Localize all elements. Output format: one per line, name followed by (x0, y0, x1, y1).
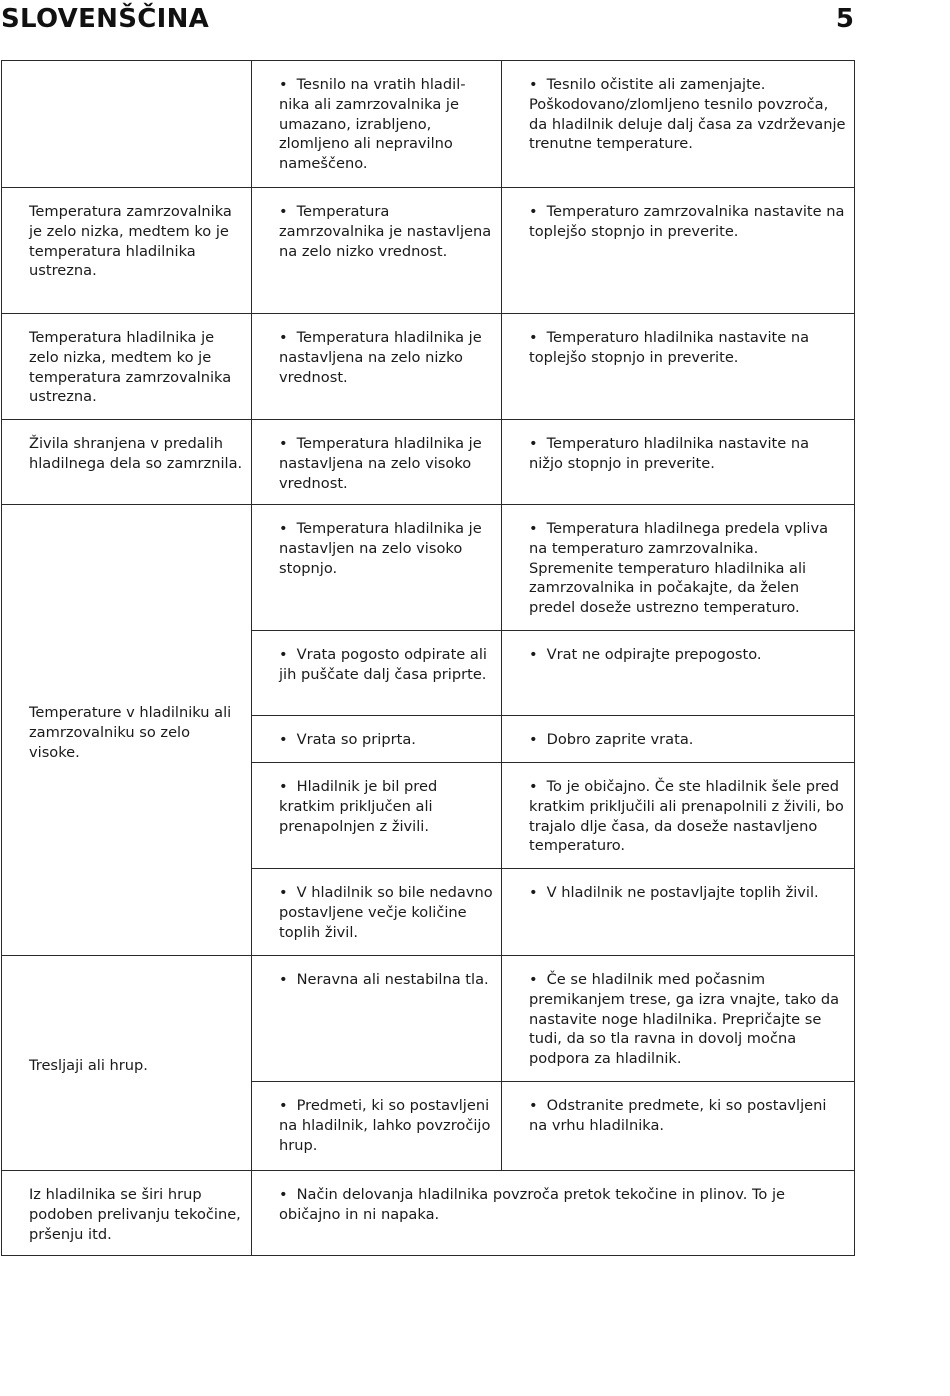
bullet-icon: • (529, 971, 538, 988)
bullet-icon: • (529, 646, 538, 663)
problem-cell: Temperatura hladilnika je zelo nizka, medtem ko je temperatura zamrzovalnika ustrezna. (2, 314, 252, 420)
cause-cell (252, 188, 502, 314)
solution-cell (502, 763, 855, 869)
cause-cell-text: Neravna ali nestabilna tla. (296, 971, 489, 988)
solution-cell (502, 716, 855, 763)
bullet-icon: • (529, 435, 538, 452)
problem-cell: Temperatura zamrzovalnika je zelo nizka, medtem ko je temperatura hladilnika ustrezna. (2, 188, 252, 314)
bullet-icon: • (529, 76, 538, 93)
bullet-icon: • (529, 778, 538, 795)
solution-cell-text: Tesnilo očistite ali zamenjajte. Poškodovano/zlomljeno tesnilo povzroča, da hladilnik deluje dalj časa za vzdrževanje trenutne temperature. (529, 76, 846, 153)
cause-cell (252, 716, 502, 763)
cause-cell (252, 763, 502, 869)
solution-cell-text: Odstranite predmete, ki so postavljeni na vrhu hladilnika. (529, 1097, 827, 1134)
cause-cell-text: Predmeti, ki so postavljeni na hladilnik, lahko povzročijo hrup. (279, 1097, 491, 1154)
bullet-icon: • (279, 329, 288, 346)
solution-cell-text: V hladilnik ne postavljajte toplih živil. (546, 884, 819, 901)
solution-cell-text: Dobro zaprite vrata. (546, 731, 694, 748)
cause-cell-text: Temperatura hladilnika je nastavljena na zelo nizko vrednost. (279, 329, 482, 386)
problem-cell: Tresljaji ali hrup. (2, 956, 252, 1171)
bullet-icon: • (279, 76, 288, 93)
solution-cell (502, 869, 855, 956)
cause-cell (252, 869, 502, 956)
bullet-icon: • (529, 520, 538, 537)
bullet-icon: • (279, 778, 288, 795)
table-row (2, 188, 855, 314)
cause-cell-text: Tesnilo na vratih hladil-nika ali zamrzovalnika je umazano, izrabljeno, zlomljeno ali nepravilno nameščeno. (279, 76, 466, 173)
merged-explanation-cell (252, 1171, 855, 1256)
cause-cell (252, 956, 502, 1082)
solution-cell-text: Vrat ne odpirajte prepogosto. (546, 646, 762, 663)
bullet-icon: • (279, 646, 288, 663)
bullet-icon: • (279, 1186, 288, 1203)
bullet-icon: • (529, 884, 538, 901)
table-row (2, 956, 855, 1082)
solution-cell (502, 1082, 855, 1171)
bullet-icon: • (529, 731, 538, 748)
problem-cell (2, 61, 252, 188)
bullet-icon: • (279, 1097, 288, 1114)
solution-cell (502, 956, 855, 1082)
problem-cell: Živila shranjena v predalih hladilnega dela so zamrznila. (2, 420, 252, 505)
table-row (2, 420, 855, 505)
solution-cell (502, 188, 855, 314)
solution-cell-text: To je običajno. Če ste hladilnik šele pred kratkim priključili ali prenapolnili z živili, bo trajalo dlje časa, da doseže nastavljeno temperaturo. (529, 778, 844, 855)
cause-cell-text: Temperatura hladilnika je nastavljena na zelo visoko vrednost. (279, 435, 482, 492)
page-header (0, 0, 855, 44)
cause-cell-text: V hladilnik so bile nedavno postavljene večje količine toplih živil. (279, 884, 493, 941)
troubleshooting-table (1, 60, 855, 1256)
bullet-icon: • (279, 884, 288, 901)
bullet-icon: • (279, 435, 288, 452)
solution-cell (502, 420, 855, 505)
cause-cell-text: Vrata pogosto odpirate ali jih puščate dalj časa priprte. (279, 646, 487, 683)
cause-cell-text: Vrata so priprta. (296, 731, 416, 748)
bullet-icon: • (529, 1097, 538, 1114)
bullet-icon: • (529, 329, 538, 346)
bullet-icon: • (279, 520, 288, 537)
solution-cell-text: Temperaturo zamrzovalnika nastavite na toplejšo stopnjo in preverite. (529, 203, 845, 240)
cause-cell (252, 1082, 502, 1171)
page-number: 5 (835, 4, 854, 34)
table-row (2, 61, 855, 188)
merged-explanation-cell-text: Način delovanja hladilnika povzroča pretok tekočine in plinov. To je običajno in ni napaka. (279, 1186, 786, 1223)
problem-cell: Temperature v hladilniku ali zamrzovalniku so zelo visoke. (2, 505, 252, 956)
solution-cell (502, 314, 855, 420)
cause-cell-text: Hladilnik je bil pred kratkim priključen ali prenapolnjen z živili. (279, 778, 438, 835)
cause-cell (252, 61, 502, 188)
table-row (2, 505, 855, 631)
solution-cell (502, 631, 855, 716)
bullet-icon: • (279, 971, 288, 988)
cause-cell-text: Temperatura hladilnika je nastavljen na zelo visoko stopnjo. (279, 520, 482, 577)
bullet-icon: • (529, 203, 538, 220)
table-row (2, 1171, 855, 1256)
cause-cell (252, 631, 502, 716)
cause-cell (252, 420, 502, 505)
language-title: SLOVENŠČINA (1, 4, 210, 34)
bullet-icon: • (279, 203, 288, 220)
solution-cell-text: Temperaturo hladilnika nastavite na toplejšo stopnjo in preverite. (529, 329, 810, 366)
solution-cell-text: Temperaturo hladilnika nastavite na nižjo stopnjo in preverite. (529, 435, 810, 472)
table-row (2, 314, 855, 420)
bullet-icon: • (279, 731, 288, 748)
cause-cell (252, 505, 502, 631)
solution-cell (502, 505, 855, 631)
solution-cell (502, 61, 855, 188)
cause-cell-text: Temperatura zamrzovalnika je nastavljena na zelo nizko vrednost. (279, 203, 492, 260)
solution-cell-text: Če se hladilnik med počasnim premikanjem trese, ga izra vnajte, tako da nastavite noge hladilnika. Prepričajte se tudi, da so tla ravna in dovolj močna podpora za hladilnik. (529, 971, 840, 1068)
problem-cell: Iz hladilnika se širi hrup podoben prelivanju tekočine, pršenju itd. (2, 1171, 252, 1256)
cause-cell (252, 314, 502, 420)
solution-cell-text: Temperatura hladilnega predela vpliva na temperaturo zamrzovalnika. Spremenite temperaturo hladilnika ali zamrzovalnika in počakajte, da želen predel doseže ustrezno temperaturo. (529, 520, 829, 617)
